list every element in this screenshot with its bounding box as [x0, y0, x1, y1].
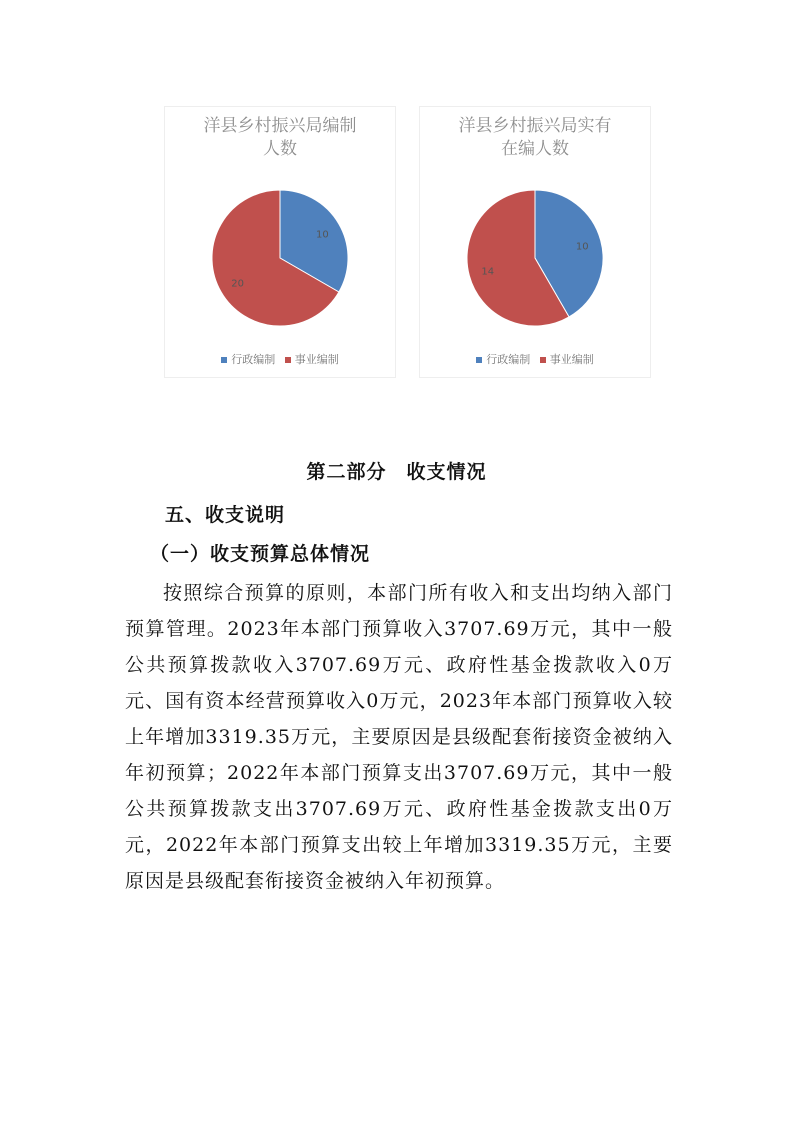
data-label-institutional: 14 — [481, 266, 495, 278]
pie-plot — [460, 183, 610, 333]
pie-plot — [205, 183, 355, 333]
chart-title-line: 洋县乡村振兴局实有 — [458, 116, 612, 136]
part-heading: 第二部分 收支情况 — [306, 461, 487, 483]
legend-swatch — [476, 357, 482, 363]
chart-legend — [165, 351, 395, 367]
chart-title-line: 人数 — [263, 139, 297, 159]
legend-swatch — [221, 357, 227, 363]
legend-swatch — [285, 357, 291, 363]
section-heading: 五、收支说明 — [165, 504, 286, 526]
data-label-institutional: 20 — [231, 278, 244, 290]
legend-item-institutional — [285, 351, 339, 367]
data-label-administrative: 10 — [575, 241, 589, 253]
legend-label: 行政编制 — [231, 353, 276, 366]
data-label-administrative: 10 — [316, 229, 329, 241]
pie-chart-staffing-quota — [164, 106, 396, 378]
legend-item-institutional — [540, 351, 594, 367]
pie-chart-actual-staff — [419, 106, 651, 378]
legend-label: 行政编制 — [486, 353, 531, 366]
chart-title — [165, 115, 395, 161]
chart-title — [420, 115, 650, 161]
legend-item-administrative — [221, 351, 275, 367]
chart-legend — [420, 351, 650, 367]
chart-title-line: 洋县乡村振兴局编制 — [203, 116, 357, 136]
subsection-heading: （一）收支预算总体情况 — [150, 543, 371, 565]
legend-item-administrative — [476, 351, 530, 367]
body-paragraph: 按照综合预算的原则，本部门所有收入和支出均纳入部门预算管理。2023年本部门预算收入3707.69万元，其中一般公共预算拨款收入3707.69万元、政府性基金拨款收入0万元、国有资本经营预算收入0万元，2023年本部门预算收入较上年增加3319.35万元，主要原因是县级配套衔接资金被纳入年初预算；2022年本部门预算支出3707.69万元，其中一般公共预算拨款支出3707.69万元、政府性基金拨款支出0万元，2022年本部门预算支出较上年增加3319.35万元，主要原因是县级配套衔接资金被纳入年初预算。 — [125, 582, 673, 892]
chart-title-line: 在编人数 — [501, 139, 569, 159]
legend-swatch — [540, 357, 546, 363]
legend-label: 事业编制 — [294, 353, 339, 366]
legend-label: 事业编制 — [549, 353, 594, 366]
